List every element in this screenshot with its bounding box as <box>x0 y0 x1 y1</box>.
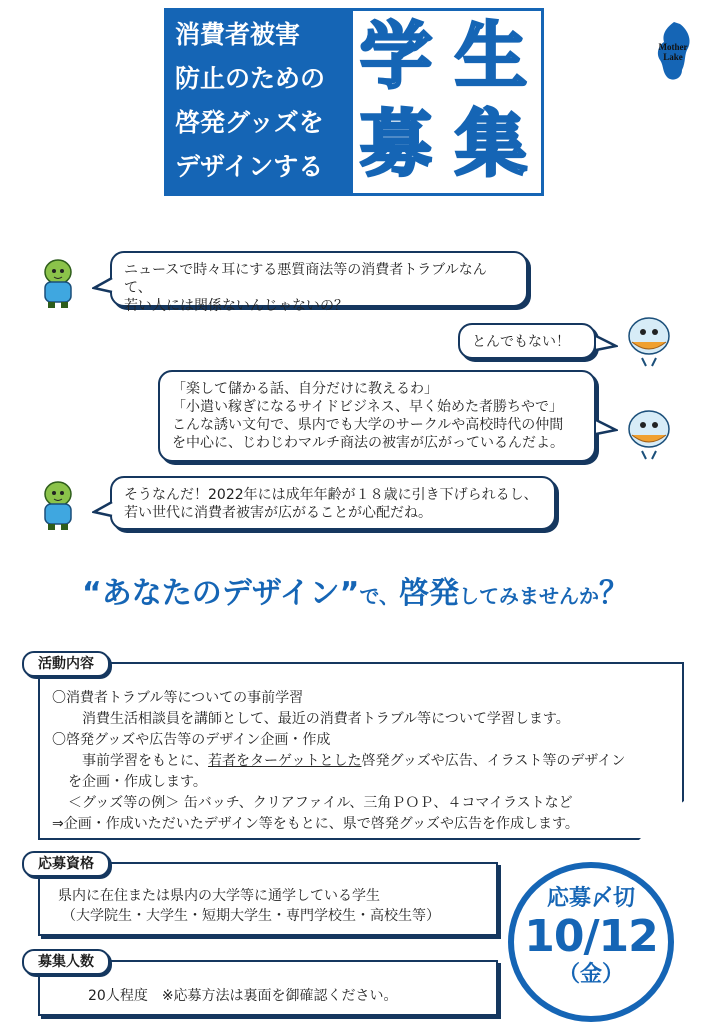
green-character-avatar <box>33 254 83 310</box>
bubble-4-line-2: 若い世代に消費者被害が広がることが心配だね。 <box>124 505 432 521</box>
tagline-your-design: “あなたのデザイン” <box>82 576 360 611</box>
activity-line-3: 〇啓発グッズや広告等のデザイン企画・作成 <box>52 732 331 748</box>
activity-line-6: ＜グッズ等の例＞ 缶バッチ、クリアファイル、三角ＰＯＰ、４コマイラストなど <box>68 795 573 811</box>
activity-line-7: ⇒企画・作成いただいたデザイン等をもとに、県で啓発グッズや広告を作成します。 <box>52 816 579 832</box>
bubble-3-line-1: 「楽して儲かる話、自分だけに教えるわ」 <box>172 381 438 397</box>
bubble-3-line-4: を中心に、じわじわマルチ商法の被害が広がっているんだよ。 <box>172 435 564 451</box>
tagline-question: ？ <box>598 576 629 611</box>
header-char-shu: 集 <box>455 102 528 186</box>
logo-text-mother: Mother <box>658 42 688 52</box>
activity-line-5: を企画・作成します。 <box>68 774 207 790</box>
green-character-avatar-2 <box>33 476 83 532</box>
activity-line-2: 消費生活相談員を講師として、最近の消費者トラブル等について学習します。 <box>82 711 570 727</box>
mother-lake-logo <box>648 20 698 82</box>
speech-bubble-3 <box>158 370 596 462</box>
header-char-sei: 生 <box>455 14 528 98</box>
eligibility-line-2: （大学院生・大学生・短期大学生・専門学校生・高校生等） <box>62 908 440 924</box>
deadline-date: 10/12 <box>524 911 658 962</box>
eligibility-line-1: 県内に在住または県内の大学等に通学している学生 <box>58 888 380 904</box>
activity-label: 活動内容 <box>22 651 110 677</box>
header-line-3: 啓発グッズを <box>175 108 324 137</box>
activity-line-4b: 若者をターゲットとした <box>208 753 362 769</box>
header-title-panel <box>167 11 353 193</box>
fish-character-avatar-2 <box>624 405 674 461</box>
bubble-3-line-3: こんな誘い文句で、県内でも大学のサークルや高校時代の仲間 <box>172 417 564 433</box>
header-line-1: 消費者被害 <box>175 20 301 49</box>
activity-line-4c: 啓発グッズや広告、イラスト等のデザイン <box>361 753 626 769</box>
activity-line-4a: 事前学習をもとに、 <box>82 753 208 769</box>
deadline-day: （金） <box>557 962 624 987</box>
bubble-2-line-1: とんでもない！ <box>472 334 570 350</box>
bubble-4-line-1: そうなんだ！2022年には成年年齢が１８歳に引き下げられるし、 <box>124 487 538 503</box>
tagline <box>0 568 711 612</box>
recruit-text: 20人程度 ※応募方法は裏面を御確認ください。 <box>88 988 398 1004</box>
bubble-1-line-1: ニュースで時々耳にする悪質商法等の消費者トラブルなんて、 <box>124 262 487 296</box>
logo-text-lake: Lake <box>663 52 683 62</box>
bubble-3-tail <box>594 418 618 438</box>
deadline-badge <box>508 862 674 1022</box>
speech-bubble-2 <box>458 323 596 359</box>
bubble-2-tail <box>594 334 618 354</box>
bubble-3-line-2: 「小遣い稼ぎになるサイドビジネス、早く始めた者勝ちやで」 <box>172 399 564 415</box>
deadline-label: 応募〆切 <box>546 886 635 911</box>
recruit-label: 募集人数 <box>22 949 110 975</box>
tagline-keihatsu: 啓発 <box>398 576 459 611</box>
tagline-de: で、 <box>359 584 399 608</box>
header-line-2: 防止のための <box>175 64 326 93</box>
bubble-1-line-2: 若い人には関係ないんじゃないの？ <box>124 298 348 314</box>
header-char-bo: 募 <box>360 102 433 186</box>
bubble-1-tail <box>92 276 114 296</box>
tagline-try: してみませんか <box>458 584 599 608</box>
activity-line-4 <box>82 751 625 771</box>
header-line-4: デザインする <box>175 152 324 181</box>
speech-bubble-4 <box>110 476 556 530</box>
activity-line-1: 〇消費者トラブル等についての事前学習 <box>52 690 304 706</box>
fish-character-avatar <box>624 312 674 368</box>
bubble-4-tail <box>92 500 114 520</box>
speech-bubble-1 <box>110 251 528 314</box>
eligibility-label: 応募資格 <box>22 851 110 877</box>
header-char-gaku: 学 <box>360 14 433 98</box>
